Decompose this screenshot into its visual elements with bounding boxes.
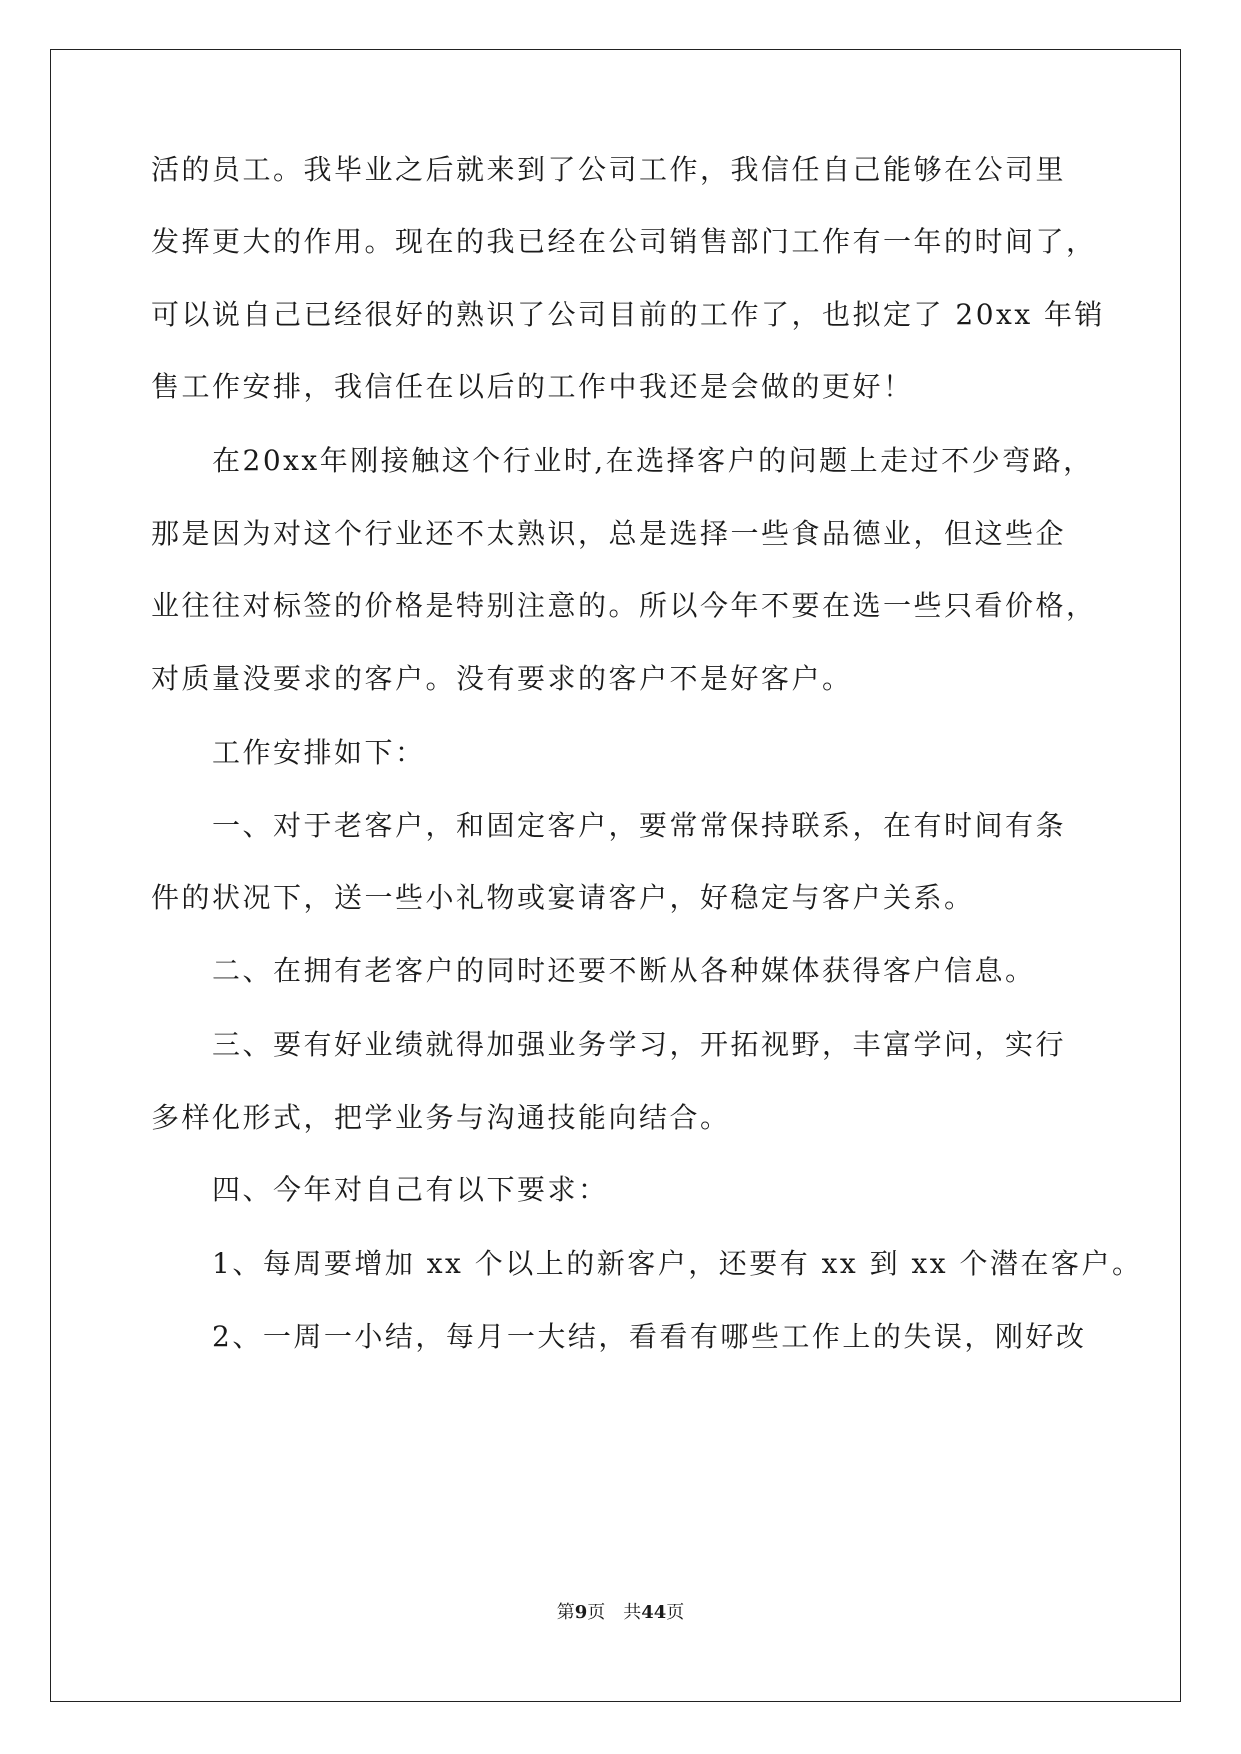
total-pages: 44 xyxy=(641,1602,667,1623)
text-line: 对质量没要求的客户。没有要求的客户不是好客户。 xyxy=(151,662,853,695)
page-prefix: 第 xyxy=(556,1602,575,1623)
page-footer xyxy=(0,1601,1241,1625)
text-line: 一、对于老客户，和固定客户，要常常保持联系，在有时间有条 xyxy=(151,809,1067,842)
page-number: 9 xyxy=(574,1602,588,1623)
text-line: 二、在拥有老客户的同时还要不断从各种媒体获得客户信息。 xyxy=(151,954,1036,987)
text-line: 三、要有好业绩就得加强业务学习，开拓视野，丰富学问，实行 xyxy=(151,1028,1067,1061)
total-prefix: 共 xyxy=(623,1602,642,1623)
total-suffix: 页 xyxy=(666,1602,685,1623)
text-line: 工作安排如下： xyxy=(151,736,426,769)
text-line: 在20xx年刚接触这个行业时,在选择客户的问题上走过不少弯路， xyxy=(151,444,1094,477)
text-line: 多样化形式，把学业务与沟通技能向结合。 xyxy=(151,1101,731,1134)
text-line: 那是因为对这个行业还不太熟识，总是选择一些食品德业，但这些企 xyxy=(151,517,1067,550)
text-line: 活的员工。我毕业之后就来到了公司工作，我信任自己能够在公司里 xyxy=(151,153,1067,186)
text-line: 1、每周要增加 xx 个以上的新客户，还要有 xx 到 xx 个潜在客户。 xyxy=(151,1247,1143,1280)
text-line: 发挥更大的作用。现在的我已经在公司销售部门工作有一年的时间了， xyxy=(151,225,1097,258)
text-line: 四、今年对自己有以下要求： xyxy=(151,1173,609,1206)
page-suffix: 页 xyxy=(587,1602,606,1623)
text-line: 件的状况下，送一些小礼物或宴请客户，好稳定与客户关系。 xyxy=(151,881,975,914)
text-line: 业往往对标签的价格是特别注意的。所以今年不要在选一些只看价格， xyxy=(151,589,1097,622)
text-line: 售工作安排，我信任在以后的工作中我还是会做的更好！ xyxy=(151,370,914,403)
text-line: 可以说自己已经很好的熟识了公司目前的工作了，也拟定了 20xx 年销 xyxy=(151,298,1106,331)
text-line: 2、一周一小结，每月一大结，看看有哪些工作上的失误，刚好改 xyxy=(151,1320,1087,1353)
